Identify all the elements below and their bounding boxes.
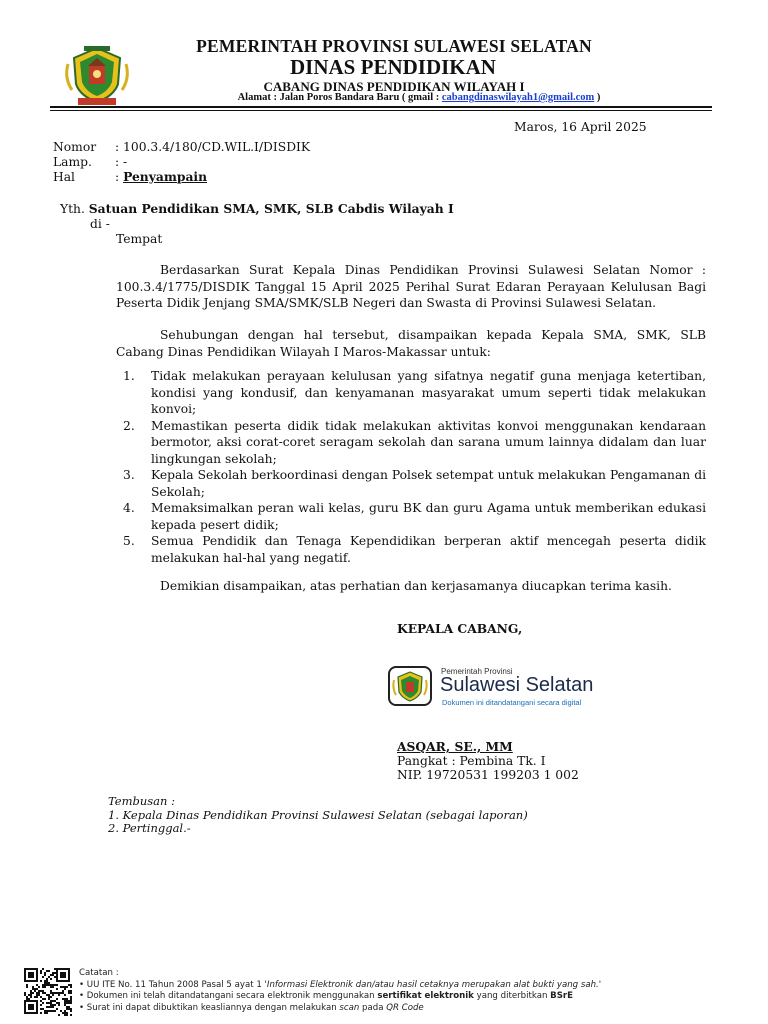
footer-note-3 [79,1003,601,1015]
note-2-text-2: yang diterbitkan [473,991,551,1002]
footer-note-2 [79,991,601,1003]
list-text: Semua Pendidik dan Tenaga Kependidikan berperan aktif mencegah peserta didik melakukan hal-hal yang negatif. [151,534,706,565]
note-3-scan: scan [339,1002,360,1013]
hal-colon: : [115,170,124,184]
footer-note-1 [79,980,601,992]
note-3-text-2: pada [359,1002,387,1013]
header-rule-thin [50,110,712,111]
paragraph-2 [116,327,706,360]
instruction-list [123,368,706,566]
badge-small-text: Pemerintah Provinsi [441,667,513,676]
signatory-rank: Pangkat : Pembina Tk. I [397,754,546,768]
recipient-name: Satuan Pendidikan SMA, SMK, SLB Cabdis Wilayah I [88,201,454,216]
header-address [0,92,768,103]
recipient-di: di - [90,217,110,231]
signatory-title: KEPALA CABANG, [397,621,523,636]
digital-signature-badge [388,662,624,710]
letter-date: Maros, 16 April 2025 [514,120,647,134]
badge-emblem-box [388,666,432,706]
list-number: 1. [123,369,135,383]
tembusan-block [108,795,528,836]
tembusan-label: Tembusan : [108,794,175,808]
closing-sentence: Demikian disampaikan, atas perhatian dan kerjasamanya diucapkan terima kasih. [160,579,672,593]
nomor-value: : 100.3.4/180/CD.WIL.I/DISDIK [115,140,311,154]
lamp-label: Lamp. [53,155,92,169]
emblem-icon [390,668,430,704]
paragraph-1-text: Berdasarkan Surat Kepala Dinas Pendidikan Provinsi Sulawesi Selatan Nomor : 100.3.4/1775/DISDIK Tanggal 15 April 2025 Perihal Surat Edaran Perayaan Kelulusan Bagi Peserta Didik Jenjang SMA/SMK/SLB Negeri dan Swasta di Provinsi Sulawesi Selatan. [116,263,706,310]
list-item [123,418,706,468]
note-3-qr: QR Code [386,1002,424,1013]
note-2-text: • Dokumen ini telah ditandatangani secara elektronik menggunakan [79,991,378,1002]
list-text: Memaksimalkan peran wali kelas, guru BK dan guru Agama untuk memberikan edukasi kepada pesert didik; [151,501,706,532]
badge-province-name: Sulawesi Selatan [440,674,594,696]
paragraph-1 [116,262,706,312]
tembusan-item: 2. Pertinggal.- [108,821,191,835]
note-1-end: ' [598,979,602,990]
list-number: 4. [123,501,135,515]
signatory-nip: NIP. 19720531 199203 1 002 [397,768,579,782]
list-text: Memastikan peserta didik tidak melakukan aktivitas konvoi menggunakan kendaraan bermotor, aksi corat-coret seragam sekolah dan sarana umum lainnya didalam dan luar lingkungan sekolah; [151,418,706,466]
list-item [123,533,706,566]
badge-digital-note: Dokumen ini ditandatangani secara digital [442,698,582,707]
recipient-line [60,201,454,218]
list-number: 5. [123,534,135,548]
email-link[interactable]: cabangdinaswilayah1@gmail.com [441,92,595,103]
catatan-label: Catatan : [79,968,119,978]
header-rule-thick [50,106,712,108]
signatory-name: ASQAR, SE., MM [397,739,513,754]
note-1-text: • UU ITE No. 11 Tahun 2008 Pasal 5 ayat 1 ' [79,979,267,990]
list-item [123,500,706,533]
note-1-italic: Informasi Elektronik dan/atau hasil cetaknya merupakan alat bukti yang sah. [266,979,599,990]
note-3-text: • Surat ini dapat dibuktikan keasliannya dengan melakukan [79,1002,340,1013]
yth-label: Yth. [60,202,89,216]
footer-notes [79,968,601,1014]
header-government: PEMERINTAH PROVINSI SULAWESI SELATAN [196,36,592,56]
address-text: Alamat : Jalan Poros Bandara Baru ( gmail : [237,92,442,103]
list-number: 2. [123,418,135,433]
note-2-bold: sertifikat elektronik [377,991,474,1002]
list-item [123,467,706,500]
paragraph-2-text: Sehubungan dengan hal tersebut, disampaikan kepada Kepala SMA, SMK, SLB Cabang Dinas Pendidikan Wilayah I Maros-Makassar untuk: [116,328,706,359]
hal-value: Penyampain [123,169,208,184]
recipient-tempat: Tempat [116,232,163,246]
list-text: Kepala Sekolah berkoordinasi dengan Polsek setempat untuk melakukan Pengamanan di Sekolah; [151,468,706,499]
list-item [123,368,706,418]
hal-row [115,169,207,186]
header-department: DINAS PENDIDIKAN [290,55,496,79]
tembusan-item: 1. Kepala Dinas Pendidikan Provinsi Sulawesi Selatan (sebagai laporan) [108,807,528,822]
note-2-bsre: BSrE [550,991,573,1002]
header-branch: CABANG DINAS PENDIDIKAN WILAYAH I [263,79,525,94]
list-text: Tidak melakukan perayaan kelulusan yang sifatnya negatif guna menjaga ketertiban, kondisi yang kondusif, dan kenyamanan masyarakat umum seperti tidak melakukan konvoi; [151,369,706,416]
hal-label: Hal [53,170,75,184]
list-number: 3. [123,468,135,482]
qr-code-icon [24,968,72,1016]
nomor-label: Nomor [53,140,97,154]
address-suffix: ) [594,92,601,103]
lamp-value: : - [115,155,128,169]
